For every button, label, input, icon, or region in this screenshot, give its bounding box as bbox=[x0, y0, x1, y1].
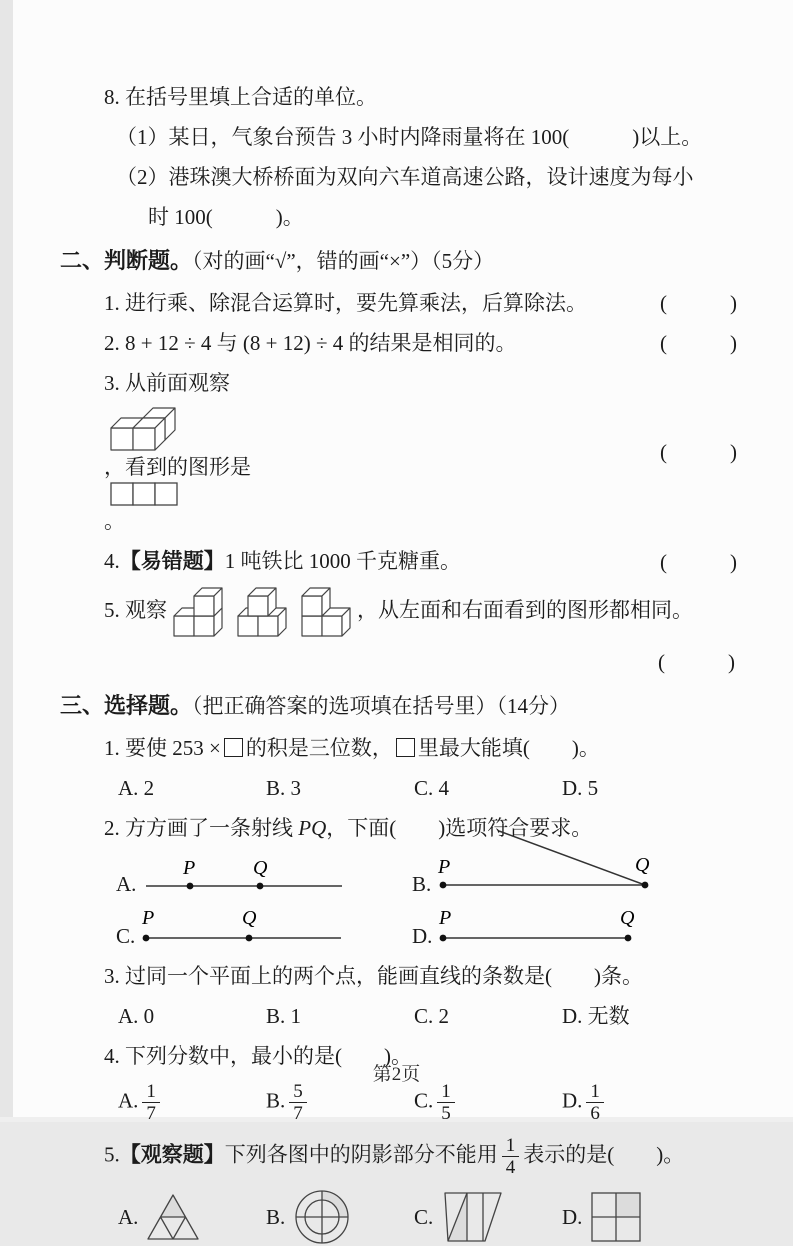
cube-group-right-top-icon bbox=[173, 587, 223, 637]
section-3-heading-bold: 三、选择题。 bbox=[60, 693, 193, 718]
option-c: C. 2 bbox=[414, 1004, 450, 1028]
option-c-label: C. bbox=[116, 924, 136, 948]
cube-group-left-top-icon bbox=[301, 587, 351, 637]
point-label-q: Q bbox=[635, 854, 650, 876]
choice-item-2-pre: 2. 方方画了一条射线 bbox=[104, 816, 299, 840]
choice-item-5-before-frac: 下列各图中的阴影部分不能用 bbox=[224, 1142, 498, 1167]
ray-option-a bbox=[116, 853, 412, 899]
judge-item-5-answer-bracket: ( ) bbox=[658, 650, 735, 674]
option-d-label: D. bbox=[562, 1205, 583, 1230]
judge-item-3-middle: ，看到的图形是 bbox=[104, 455, 251, 479]
choice-item-1-options bbox=[60, 773, 737, 803]
choice-item-4: 4. 下列分数中，最小的是( )。 bbox=[104, 1044, 412, 1068]
option-a: A. 2 bbox=[118, 776, 155, 800]
fraction-denominator: 6 bbox=[590, 1103, 600, 1125]
fraction-numerator: 1 bbox=[586, 1081, 604, 1103]
choice-item-5 bbox=[60, 1135, 737, 1179]
segment-pq-icon bbox=[438, 907, 644, 951]
ray-option-c bbox=[116, 907, 412, 951]
judge-item-1-text: 1. 进行乘、除混合运算时，要先算乘法，后算除法。 bbox=[104, 291, 587, 315]
triangle-quarters-icon bbox=[146, 1193, 200, 1241]
choice-item-1 bbox=[60, 733, 737, 763]
question-8-item-2-line-2: 时 100( )。 bbox=[148, 205, 304, 229]
section-2-heading bbox=[60, 246, 737, 276]
judge-item-1-answer-bracket: ( ) bbox=[660, 291, 737, 315]
question-8-item-1: （1）某日，气象台预告 3 小时内降雨量将在 100( )以上。 bbox=[116, 125, 703, 149]
judge-item-2 bbox=[60, 328, 737, 358]
shaded-figure-options bbox=[60, 1188, 737, 1246]
ray-name-pq: PQ bbox=[298, 816, 327, 840]
judge-item-3 bbox=[60, 368, 737, 536]
judge-item-3-answer-bracket: ( ) bbox=[660, 440, 737, 464]
point-label-p: P bbox=[439, 907, 452, 929]
square-quarters-icon bbox=[590, 1191, 642, 1243]
judge-item-4-answer-bracket: ( ) bbox=[660, 549, 737, 574]
option-c-label: C. bbox=[414, 1205, 434, 1230]
line-through-pq-icon bbox=[142, 855, 348, 899]
judge-item-5 bbox=[60, 587, 737, 637]
judge-item-3-prefix: 3. 从前面观察 bbox=[104, 371, 230, 395]
fraction-numerator: 1 bbox=[437, 1081, 455, 1103]
question-8-title: 8. 在括号里填上合适的单位。 bbox=[104, 85, 377, 109]
section-3-heading bbox=[60, 691, 737, 721]
fraction-denominator: 7 bbox=[293, 1103, 303, 1125]
option-b-label: B. bbox=[412, 872, 432, 896]
option-a-label: A. bbox=[118, 1205, 139, 1230]
option-d: D. 无数 bbox=[562, 1004, 630, 1028]
figure-option-a bbox=[118, 1188, 266, 1246]
fraction-numerator: 1 bbox=[142, 1081, 160, 1103]
judge-item-4-body: 1 吨铁比 1000 千克糖重。 bbox=[224, 549, 461, 573]
cube-strip bbox=[173, 587, 351, 637]
point-label-p: P bbox=[183, 857, 196, 879]
point-label-q: Q bbox=[253, 857, 268, 879]
judge-item-5-suffix: ，从左面和右面看到的图形都相同。 bbox=[357, 597, 693, 622]
ray-option-d bbox=[412, 907, 737, 951]
judge-item-2-text: 2. 8 + 12 ÷ 4 与 (8 + 12) ÷ 4 的结果是相同的。 bbox=[104, 331, 517, 355]
choice-item-2-post: ，下面( )选项符合要求。 bbox=[326, 816, 593, 840]
option-b-label: B. bbox=[266, 1205, 286, 1230]
fraction-denominator: 4 bbox=[505, 1156, 516, 1178]
blank-box-icon bbox=[224, 738, 243, 757]
ray-options-grid bbox=[60, 853, 737, 951]
ray-option-b bbox=[412, 853, 737, 899]
judge-item-3-period: 。 bbox=[104, 509, 125, 533]
trapezoid-parts-icon bbox=[441, 1191, 505, 1243]
choice-item-3: 3. 过同一个平面上的两个点，能画直线的条数是( )条。 bbox=[104, 964, 643, 988]
fraction-denominator: 5 bbox=[441, 1103, 451, 1125]
option-a: A. 0 bbox=[118, 1004, 155, 1028]
question-8-item-2-line-1: （2）港珠澳大桥桥面为双向六车道高速公路，设计速度为每小 bbox=[116, 165, 694, 189]
option-b-label: B. bbox=[266, 1088, 286, 1113]
option-b: B. 3 bbox=[266, 776, 302, 800]
option-d-label: D. bbox=[562, 1088, 583, 1113]
judge-item-3-text bbox=[104, 368, 652, 536]
page-number: 第2页 bbox=[372, 1064, 421, 1085]
fraction-numerator: 5 bbox=[289, 1081, 307, 1103]
choice-item-3-options bbox=[60, 1001, 737, 1031]
option-d-label: D. bbox=[412, 924, 433, 948]
choice-item-5-number: 5. bbox=[104, 1142, 120, 1167]
judge-item-2-answer-bracket: ( ) bbox=[660, 331, 737, 355]
concentric-circles-icon bbox=[293, 1188, 351, 1246]
section-2-heading-bold: 二、判断题。 bbox=[60, 248, 193, 273]
blank-box-icon bbox=[396, 738, 415, 757]
scan-edge-left bbox=[0, 0, 13, 1122]
error-prone-tag: 【易错题】 bbox=[119, 550, 225, 573]
fraction-denominator: 7 bbox=[146, 1103, 156, 1125]
option-d: D. 5 bbox=[562, 776, 599, 800]
observe-tag: 【观察题】 bbox=[119, 1143, 225, 1167]
judge-item-4-text bbox=[104, 546, 652, 577]
point-label-p: P bbox=[142, 907, 155, 929]
choice-item-1-part3: 里最大能填( )。 bbox=[417, 736, 600, 760]
figure-option-c bbox=[414, 1188, 562, 1246]
three-squares-row-icon bbox=[110, 482, 178, 506]
fraction-one-quarter bbox=[502, 1135, 520, 1179]
point-label-p: P bbox=[438, 856, 451, 878]
judge-item-5-prefix: 5. 观察 bbox=[104, 597, 167, 622]
option-b: B. 1 bbox=[266, 1004, 302, 1028]
fraction-numerator: 1 bbox=[502, 1135, 520, 1157]
option-c: C. 4 bbox=[414, 776, 450, 800]
ray-from-p-through-q-icon bbox=[141, 907, 347, 951]
option-a-label: A. bbox=[118, 1088, 139, 1113]
option-a-label: A. bbox=[116, 872, 137, 896]
choice-item-5-after-frac: 表示的是( )。 bbox=[523, 1142, 685, 1167]
option-c-label: C. bbox=[414, 1088, 434, 1113]
judge-item-1 bbox=[60, 288, 737, 318]
choice-item-1-part2: 的积是三位数， bbox=[245, 736, 393, 760]
figure-option-b bbox=[266, 1188, 414, 1246]
figure-option-d bbox=[562, 1188, 710, 1246]
point-label-q: Q bbox=[242, 907, 257, 929]
section-2-heading-rest: （对的画“√”，错的画“×”）（5分） bbox=[192, 249, 495, 273]
judge-item-4 bbox=[60, 546, 737, 577]
choice-item-1-part1: 1. 要使 253 × bbox=[104, 736, 221, 760]
section-3-heading-rest: （把正确答案的选项填在括号里）（14分） bbox=[192, 694, 571, 718]
segment-with-ray-from-q-icon bbox=[437, 827, 669, 899]
judge-item-4-number: 4. bbox=[104, 549, 120, 573]
point-label-q: Q bbox=[620, 907, 635, 929]
cube-group-icon bbox=[110, 398, 176, 452]
cube-group-center-top-icon bbox=[237, 587, 287, 637]
